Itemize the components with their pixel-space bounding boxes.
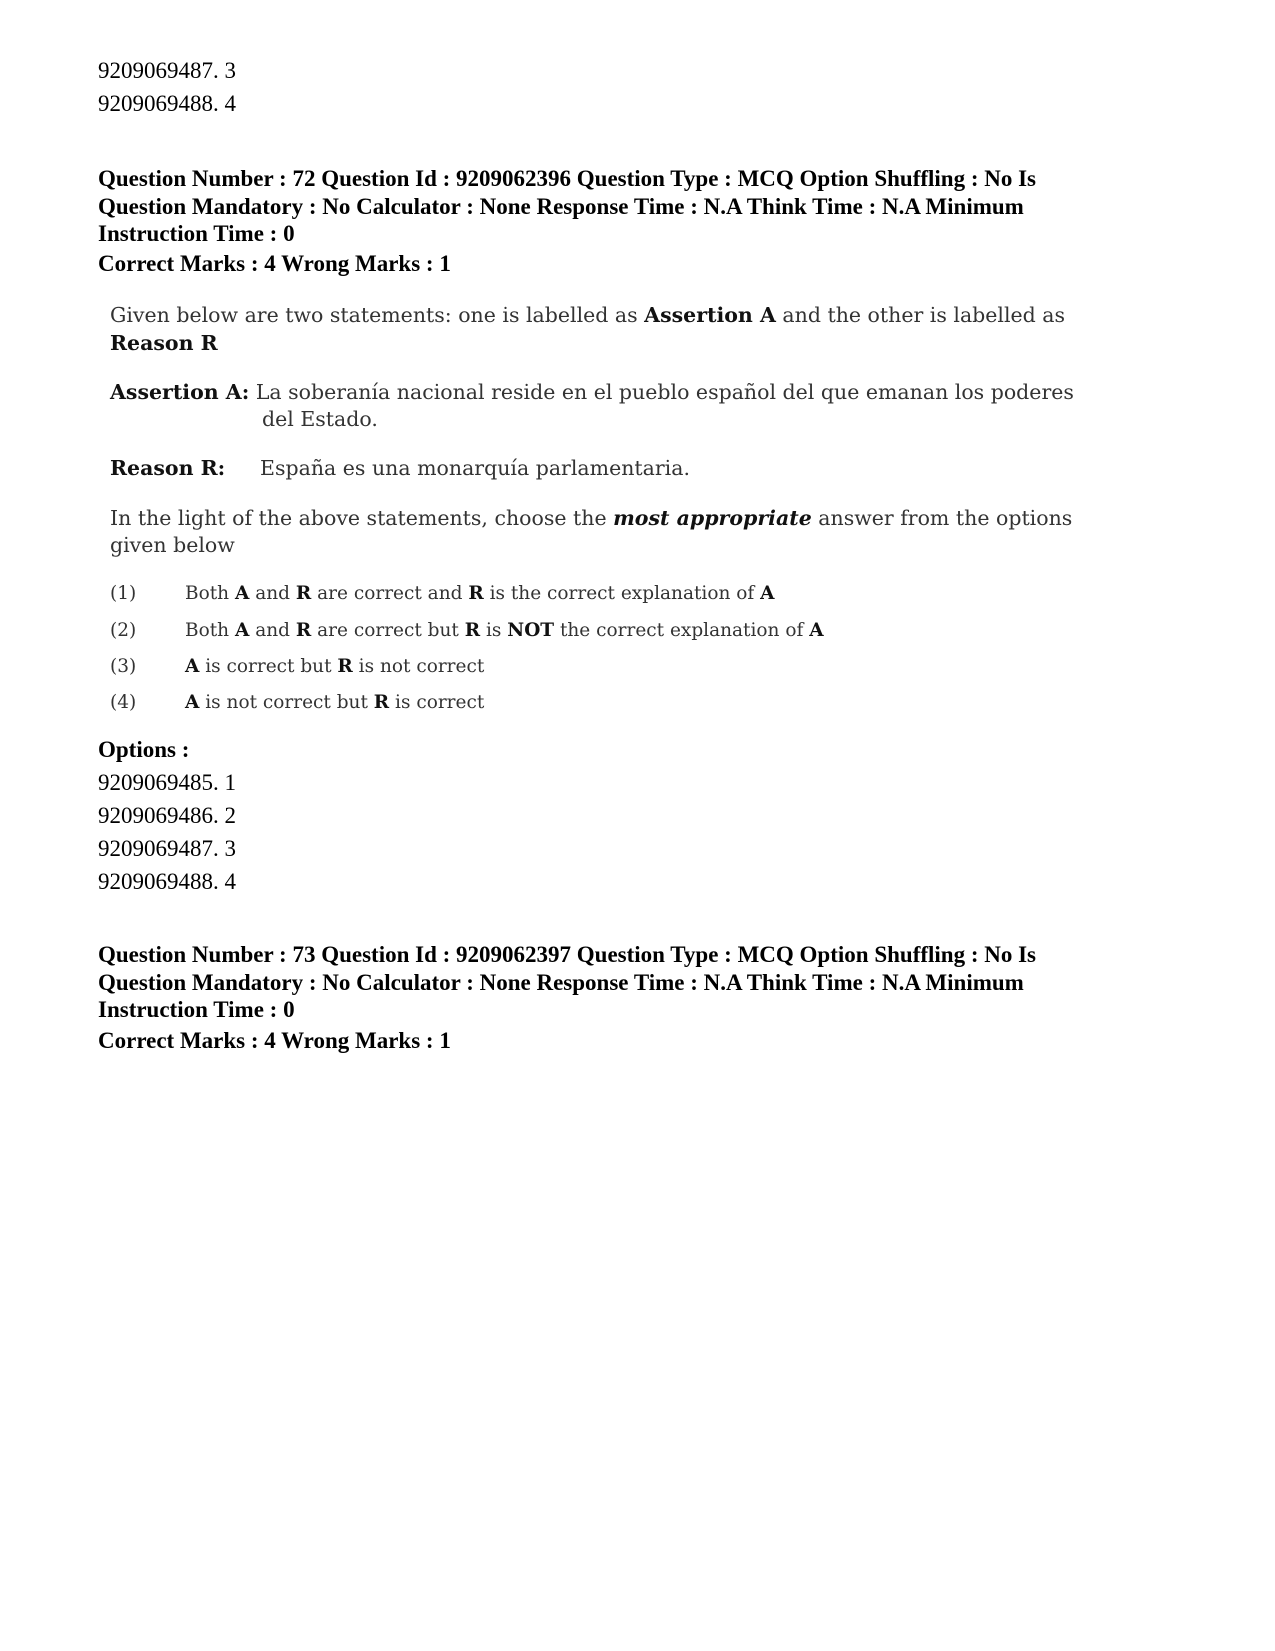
assertion-label: Assertion A:	[110, 380, 250, 404]
question-73-header: Question Number : 73 Question Id : 9209062397 Question Type : MCQ Option Shuffling : No Is Question Mandatory : No Calculator : None Response Time : N.A Think Time : N.A Minimum Instruction Time : 0	[98, 942, 1037, 1022]
question-72-intro: Given below are two statements: one is labelled as Assertion A and the other is labelled as Reason R	[110, 303, 1066, 355]
choice-item: (3) A is correct but R is not correct	[110, 656, 485, 677]
reason-r	[110, 454, 690, 482]
assertion-text-continued: del Estado.	[262, 407, 378, 431]
question-72-marks: Correct Marks : 4 Wrong Marks : 1	[98, 251, 451, 276]
option-line: 9209069487. 3	[98, 58, 236, 83]
choice-item: (1) Both A and R are correct and R is the correct explanation of A	[110, 583, 775, 604]
option-line: 9209069488. 4	[98, 869, 236, 894]
instruction-line-1: In the light of the above statements, choose the most appropriate answer from the options	[110, 506, 1073, 530]
option-line: 9209069486. 2	[98, 803, 236, 828]
instruction-line-2: given below	[110, 533, 235, 557]
reason-text: España es una monarquía parlamentaria.	[260, 456, 690, 480]
option-line: 9209069488. 4	[98, 91, 236, 116]
assertion-text: La soberanía nacional reside en el pueblo español del que emanan los poderes	[255, 380, 1074, 404]
options-label: Options :	[98, 737, 190, 762]
choice-item: (2) Both A and R are correct but R is NOT the correct explanation of A	[110, 620, 824, 641]
option-line: 9209069487. 3	[98, 836, 236, 861]
reason-label: Reason R:	[110, 456, 226, 480]
question-72-header: Question Number : 72 Question Id : 9209062396 Question Type : MCQ Option Shuffling : No Is Question Mandatory : No Calculator : None Response Time : N.A Think Time : N.A Minimum Instruction Time : 0	[98, 166, 1037, 246]
question-73-marks: Correct Marks : 4 Wrong Marks : 1	[98, 1028, 451, 1053]
assertion-a	[110, 378, 1074, 406]
option-line: 9209069485. 1	[98, 770, 236, 795]
choice-item: (4) A is not correct but R is correct	[110, 692, 485, 713]
